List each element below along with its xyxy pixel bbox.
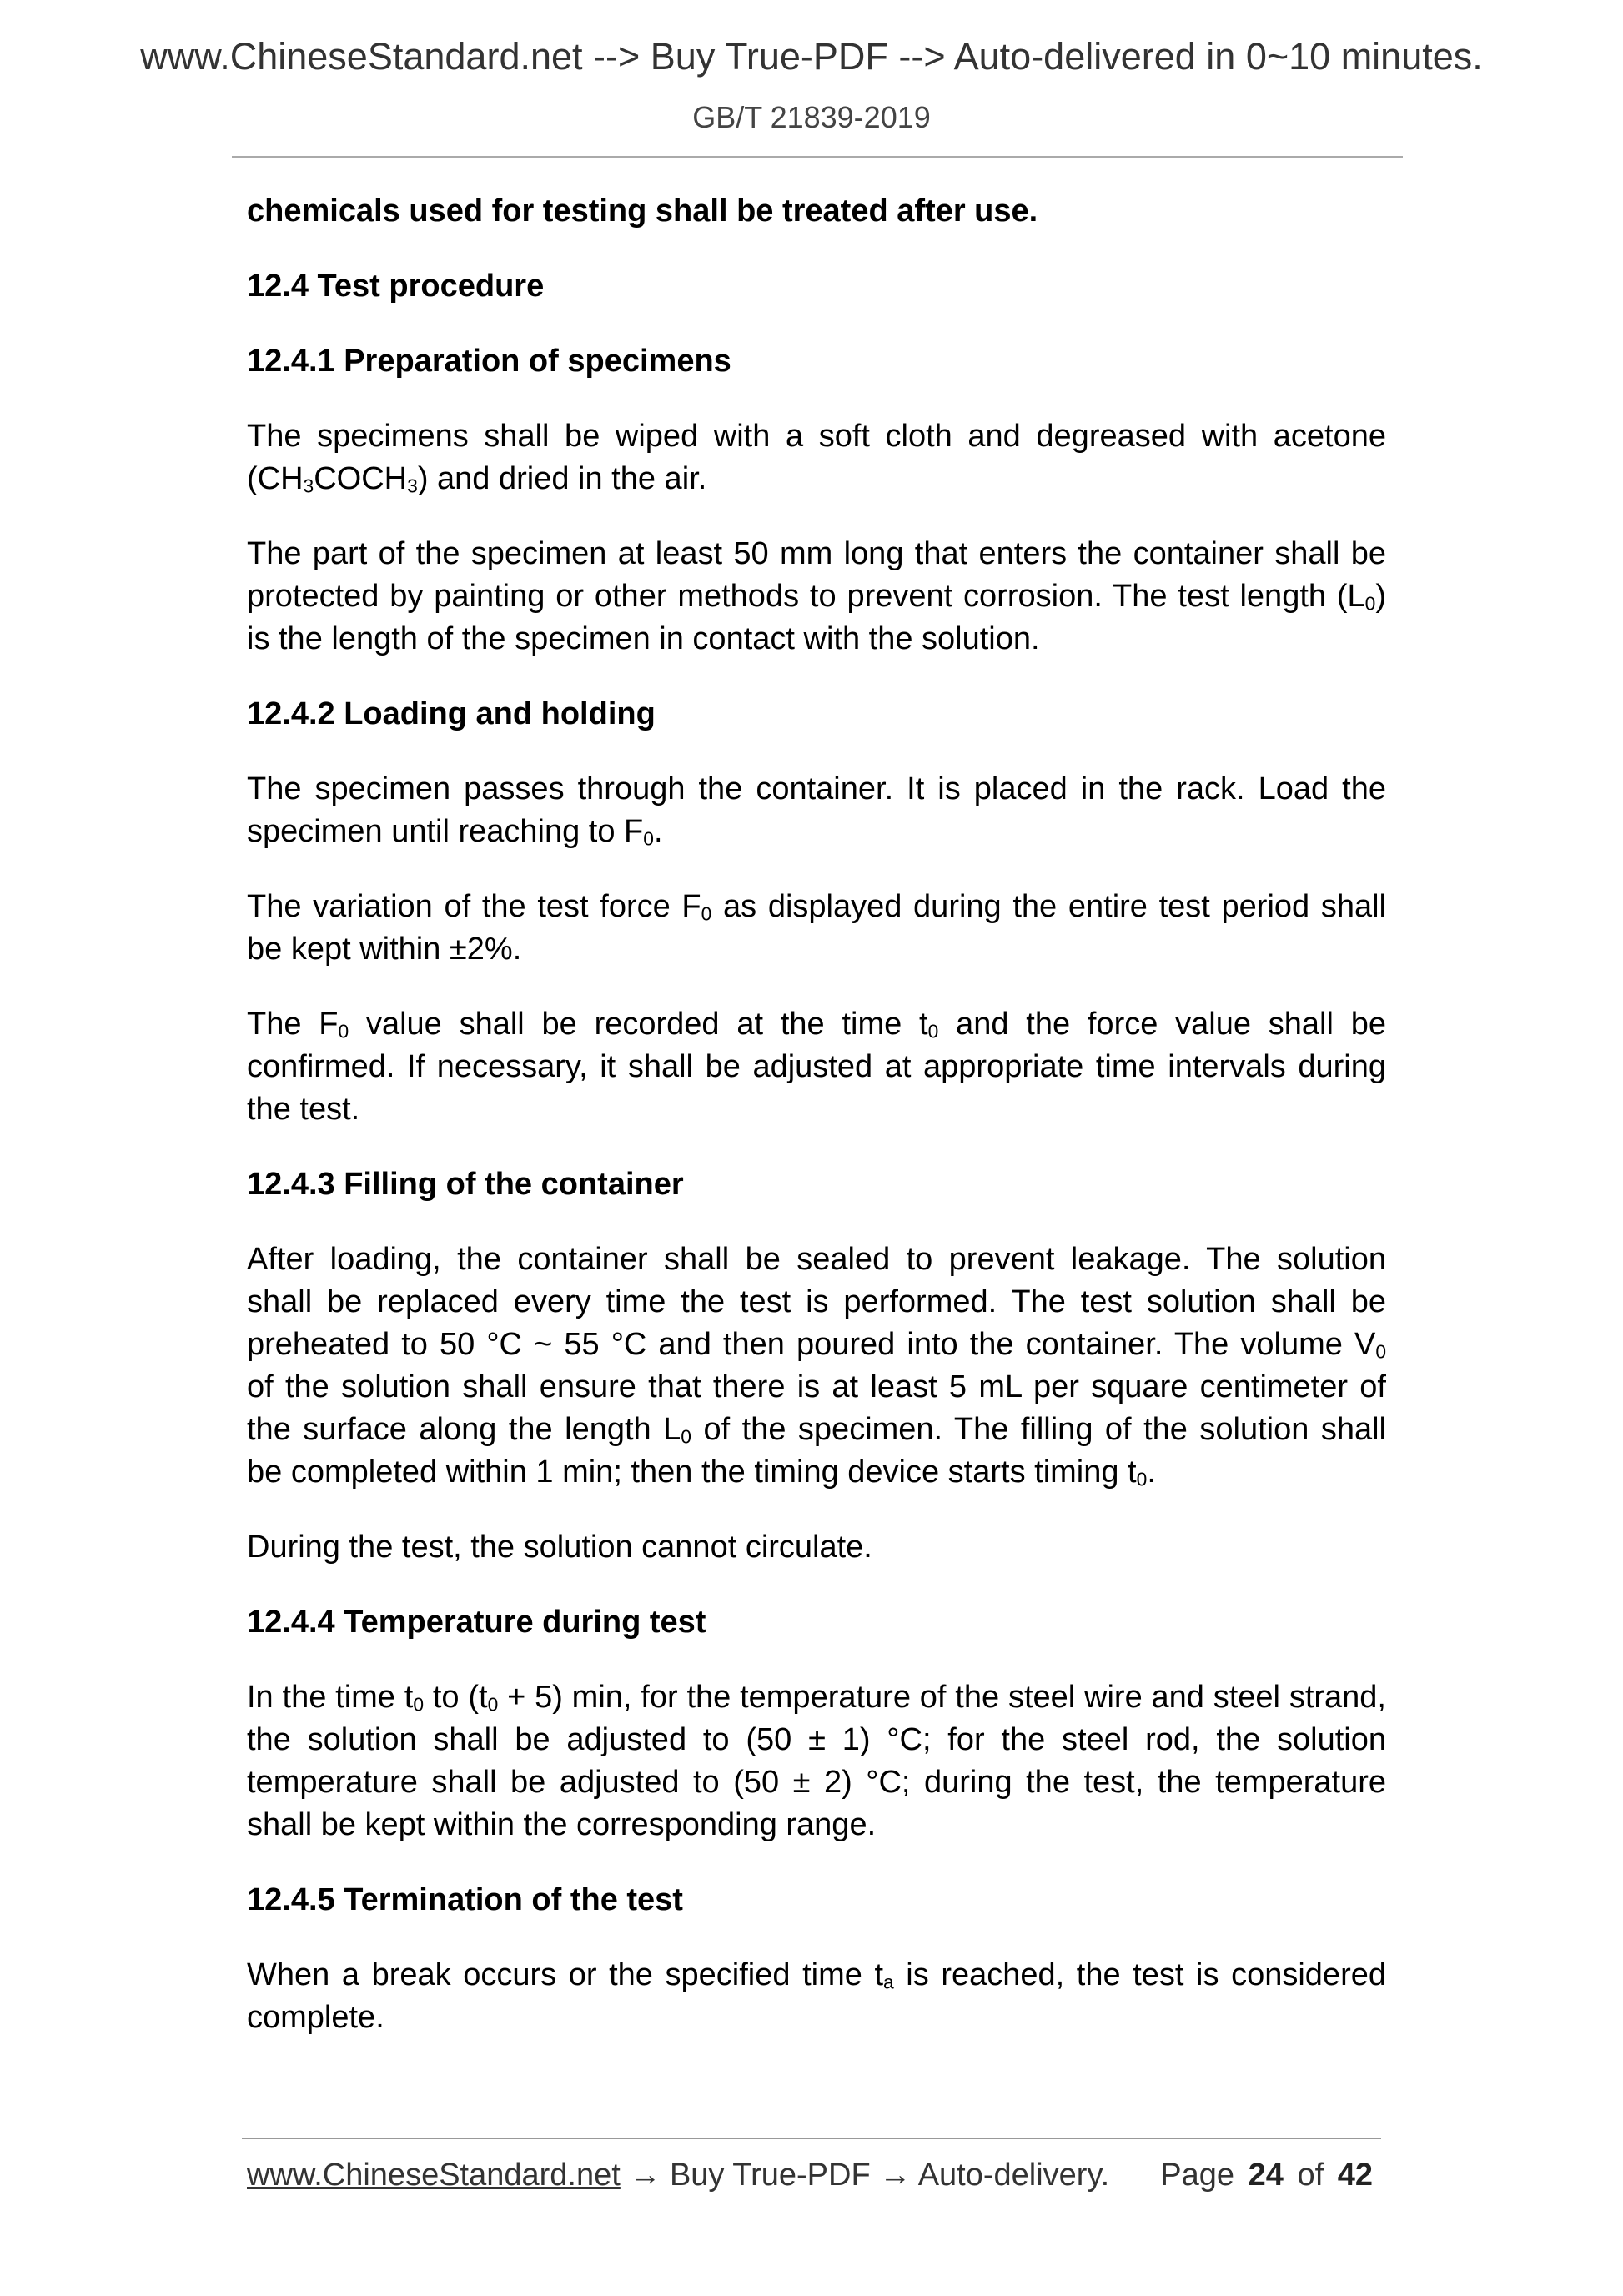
text-run: ) (1375, 579, 1386, 614)
of-label: of (1297, 2158, 1324, 2193)
text-line: After loading, the container shall be sealed to prevent leakage. The solution (247, 1242, 1386, 1277)
text-line: be kept within ±2%. (247, 932, 522, 967)
text-run: be completed within 1 min; then the timing device starts timing t (247, 1454, 1137, 1490)
text-run: COCH (314, 461, 408, 496)
heading-text: 12.4.4 Temperature during test (247, 1605, 706, 1640)
paragraph-termination (247, 1954, 1386, 2039)
text-line (247, 1676, 1386, 1719)
heading-12-4 (247, 265, 1386, 308)
paragraph-loading (247, 768, 1386, 853)
text-line: the solution shall be adjusted to (50 ± 1) °C; for the steel rod, the solution (247, 1722, 1386, 1757)
text-run: In the time t (247, 1680, 414, 1715)
subscript: 0 (413, 1693, 425, 1716)
subscript: 0 (1375, 1340, 1386, 1363)
footer-website-link[interactable]: www.ChineseStandard.net (247, 2158, 621, 2193)
standard-code: GB/T 21839-2019 (692, 100, 931, 134)
subscript: 3 (303, 475, 314, 497)
text-run: value shall be recorded at the time t (349, 1007, 928, 1042)
text-line: complete. (247, 2000, 384, 2035)
text-line (247, 575, 1386, 618)
paragraph-filling (247, 1238, 1386, 1494)
paragraph-protection (247, 533, 1386, 661)
text-line: The part of the specimen at least 50 mm long that enters the container shall be (247, 536, 1386, 571)
text-run: The variation of the test force F (247, 889, 701, 924)
heading-12-4-2 (247, 693, 1386, 736)
text-line: The specimens shall be wiped with a soft cloth and degreased with acetone (247, 419, 1386, 454)
page-total: 42 (1337, 2158, 1373, 2193)
subscript: 0 (1136, 1468, 1148, 1490)
text-run: The F (247, 1007, 339, 1042)
page-indicator (1160, 2158, 1378, 2193)
text-run: (CH (247, 461, 304, 496)
footer-promo (247, 2158, 1109, 2193)
text-line (247, 1409, 1386, 1451)
text-line: is the length of the specimen in contact with the solution. (247, 621, 1040, 656)
footer-divider (242, 2138, 1381, 2139)
text-run: . (653, 814, 663, 849)
paragraph-specimen-preparation (247, 415, 1386, 500)
text-line (247, 1451, 1386, 1494)
subscript: 0 (643, 827, 654, 850)
text-line: the test. (247, 1092, 360, 1127)
text-run: is reached, the test is considered (893, 1957, 1386, 1992)
paragraph-chemicals-treatment (247, 190, 1386, 233)
text-run: and the force value shall be (938, 1007, 1386, 1042)
text-run: the surface along the length L (247, 1412, 681, 1447)
subscript: 0 (338, 1020, 349, 1042)
text-run: to (t (424, 1680, 488, 1715)
text-run: + 5) min, for the temperature of the steel wire and steel strand, (498, 1680, 1386, 1715)
text-line (247, 1003, 1386, 1046)
subscript: 0 (681, 1425, 691, 1448)
paragraph-force-variation (247, 886, 1386, 971)
text-line: chemicals used for testing shall be treated after use. (247, 193, 1038, 229)
text-run: of the specimen. The filling of the solution shall (691, 1412, 1386, 1447)
text-run: specimen until reaching to F (247, 814, 644, 849)
header-divider (232, 156, 1403, 158)
text-line (247, 886, 1386, 928)
text-line: temperature shall be adjusted to (50 ± 2) °C; during the test, the temperature (247, 1765, 1386, 1800)
heading-12-4-5 (247, 1879, 1386, 1922)
text-run: . (1147, 1454, 1156, 1490)
subscript: a (883, 1971, 894, 1993)
text-line: During the test, the solution cannot circulate. (247, 1530, 872, 1565)
text-line: The specimen passes through the container. It is placed in the rack. Load the (247, 771, 1386, 806)
text-run: as displayed during the entire test period shall (711, 889, 1386, 924)
footer-promo-text: → Buy True-PDF → Auto-delivery. (620, 2158, 1110, 2193)
heading-text: 12.4 Test procedure (247, 269, 545, 304)
heading-text: 12.4.2 Loading and holding (247, 696, 656, 731)
heading-text: 12.4.1 Preparation of specimens (247, 344, 731, 379)
text-line (247, 811, 1386, 853)
text-line (247, 1954, 1386, 1997)
subscript: 0 (927, 1020, 939, 1042)
text-run: protected by painting or other methods to prevent corrosion. The test length (L (247, 579, 1365, 614)
subscript: 0 (487, 1693, 499, 1716)
text-line: of the solution shall ensure that there is at least 5 mL per square centimeter of (247, 1369, 1386, 1404)
text-run: preheated to 50 °C ~ 55 °C and then poured into the container. The volume V (247, 1327, 1376, 1362)
text-run: When a break occurs or the specified time t (247, 1957, 884, 1992)
heading-12-4-1 (247, 340, 1386, 383)
subscript: 0 (1364, 592, 1376, 615)
paragraph-no-circulation (247, 1526, 1386, 1569)
text-line: shall be replaced every time the test is performed. The test solution shall be (247, 1284, 1386, 1319)
paragraph-temperature (247, 1676, 1386, 1846)
text-run: ) and dried in the air. (417, 461, 707, 496)
heading-text: 12.4.3 Filling of the container (247, 1167, 684, 1202)
heading-text: 12.4.5 Termination of the test (247, 1882, 683, 1917)
subscript: 0 (701, 902, 712, 925)
heading-12-4-3 (247, 1163, 1386, 1206)
text-line: confirmed. If necessary, it shall be adjusted at appropriate time intervals during (247, 1049, 1386, 1084)
paragraph-force-recording (247, 1003, 1386, 1131)
page-current: 24 (1248, 2158, 1284, 2193)
page-label: Page (1160, 2158, 1235, 2193)
subscript: 3 (407, 475, 418, 497)
document-body (247, 190, 1386, 2039)
text-line (247, 1324, 1386, 1366)
text-line (247, 458, 1386, 500)
header-banner: www.ChineseStandard.net --> Buy True-PDF --> Auto-delivered in 0~10 minutes. (140, 35, 1483, 78)
text-line: shall be kept within the corresponding range. (247, 1807, 877, 1842)
heading-12-4-4 (247, 1601, 1386, 1644)
